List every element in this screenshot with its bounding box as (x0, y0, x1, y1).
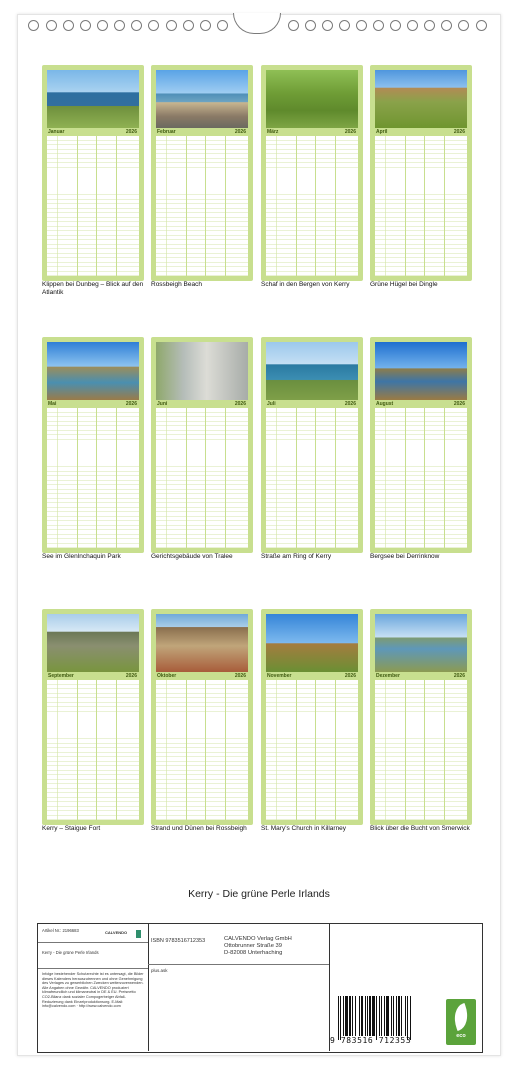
month-year: 2026 (234, 129, 246, 135)
binding-ring (407, 20, 418, 31)
month-caption: Schaf in den Bergen von Kerry (261, 281, 350, 288)
binding-ring (28, 20, 39, 31)
binding-ring (305, 20, 316, 31)
product-title-small: Kerry - Die grüne Perle Irlands (42, 950, 99, 955)
month-year: 2026 (125, 401, 137, 407)
binding-ring (322, 20, 333, 31)
month-caption: Blick über die Bucht von Smerwick (370, 825, 470, 832)
month-photo (156, 342, 248, 400)
month-sheet-august (370, 337, 472, 553)
month-photo (47, 342, 139, 400)
month-caption: Bergsee bei Derrinknow (370, 553, 440, 560)
barcode-digits: 9 783516 712353 (330, 1036, 412, 1045)
month-name: Juli (267, 401, 276, 407)
binding-ring (114, 20, 125, 31)
month-name: Juni (157, 401, 168, 407)
month-photo (266, 614, 358, 672)
month-name: Dezember (376, 673, 400, 679)
month-caption: Klippen bei Dunbeg – Blick auf den Atlantik (42, 281, 144, 296)
day-grid (266, 408, 358, 548)
month-year: 2026 (453, 673, 465, 679)
month-caption: Grüne Hügel bei Dingle (370, 281, 438, 288)
month-name: Februar (157, 129, 176, 135)
day-grid (156, 408, 248, 548)
binding-ring (63, 20, 74, 31)
month-name: April (376, 129, 388, 135)
binding-ring (373, 20, 384, 31)
month-name: März (267, 129, 279, 135)
day-grid (47, 680, 139, 820)
binding-ring (80, 20, 91, 31)
month-name: November (267, 673, 292, 679)
month-caption: Straße am Ring of Kerry (261, 553, 332, 560)
binding-ring (458, 20, 469, 31)
day-grid (375, 136, 467, 276)
month-sheet-april (370, 65, 472, 281)
binding-ring (131, 20, 142, 31)
month-caption: Kerry – Staigue Fort (42, 825, 101, 832)
month-photo (375, 342, 467, 400)
day-grid (266, 680, 358, 820)
eco-badge: eco (446, 999, 476, 1045)
month-photo (47, 70, 139, 128)
month-year: 2026 (234, 401, 246, 407)
binding-ring (356, 20, 367, 31)
month-photo (266, 70, 358, 128)
month-year: 2026 (453, 401, 465, 407)
month-caption: See im Glenlnchaquin Park (42, 553, 121, 560)
day-grid (156, 136, 248, 276)
binding-ring (97, 20, 108, 31)
day-grid (266, 136, 358, 276)
binding-ring (183, 20, 194, 31)
calendar-page (17, 14, 501, 1056)
month-year: 2026 (234, 673, 246, 679)
month-sheet-februar (151, 65, 253, 281)
month-name: Januar (48, 129, 65, 135)
calendar-title: Kerry - Die grüne Perle Irlands (188, 888, 330, 900)
day-grid (156, 680, 248, 820)
binding-ring (441, 20, 452, 31)
binding-ring (339, 20, 350, 31)
month-sheet-september (42, 609, 144, 825)
month-photo (375, 614, 467, 672)
leaf-icon (449, 1003, 472, 1031)
binding-ring (46, 20, 57, 31)
binding-ring (288, 20, 299, 31)
binding-ring (424, 20, 435, 31)
isbn: ISBN 9783516712353 (151, 938, 206, 944)
binding-ring (200, 20, 211, 31)
month-year: 2026 (344, 401, 356, 407)
format-note: plus.ask (151, 968, 168, 973)
article-number: Artikel Nr.: 2196683 (42, 928, 79, 933)
month-photo (156, 614, 248, 672)
publisher-street: Ottobrunner Straße 39 (224, 943, 283, 949)
month-sheet-oktober (151, 609, 253, 825)
day-grid (47, 136, 139, 276)
month-name: August (376, 401, 394, 407)
binding-ring (217, 20, 228, 31)
month-sheet-juli (261, 337, 363, 553)
product-info-box (37, 923, 483, 1053)
publisher-city: D-82008 Unterhaching (224, 950, 283, 956)
month-sheet-januar (42, 65, 144, 281)
binding-ring (148, 20, 159, 31)
month-year: 2026 (344, 129, 356, 135)
month-sheet-märz (261, 65, 363, 281)
month-name: Oktober (157, 673, 177, 679)
month-name: September (48, 673, 74, 679)
month-year: 2026 (344, 673, 356, 679)
month-sheet-november (261, 609, 363, 825)
binding-ring (476, 20, 487, 31)
calvendo-logo: CALVENDO (105, 930, 141, 938)
publisher-name: CALVENDO Verlag GmbH (224, 936, 292, 942)
month-sheet-juni (151, 337, 253, 553)
month-year: 2026 (125, 129, 137, 135)
month-name: Mai (48, 401, 57, 407)
month-caption: Gerichtsgebäude von Tralee (151, 553, 233, 560)
legal-text: Infolge bestehender Schutzrechte ist es untersagt, die Bilder dieses Kalenders herauszutrennen und ohne Genehmigung des Verlages zu gewerblichen Zwecken weiterzuverwenden. Alle Angaben ohne Gewähr. CALVENDO produziert klimafreundlich und klimaneutral in DE & EU. Preisnetto CO2-Bilanz dank sozialer Compogerbeiger Abfall-Reduzierung dank Einzelproduktionsorg. E-Mail: info@calvendo.com · http://www.calvendo.com (42, 972, 144, 1009)
isbn-barcode (330, 994, 445, 1050)
day-grid (47, 408, 139, 548)
day-grid (375, 680, 467, 820)
month-photo (156, 70, 248, 128)
month-caption: Rossbeigh Beach (151, 281, 202, 288)
month-sheet-dezember (370, 609, 472, 825)
month-caption: Strand und Dünen bei Rossbeigh (151, 825, 247, 832)
month-caption: St. Mary's Church in Killarney (261, 825, 347, 832)
month-year: 2026 (453, 129, 465, 135)
month-photo (375, 70, 467, 128)
day-grid (375, 408, 467, 548)
month-sheet-mai (42, 337, 144, 553)
binding-ring (390, 20, 401, 31)
binding-ring (166, 20, 177, 31)
month-photo (47, 614, 139, 672)
month-photo (266, 342, 358, 400)
month-year: 2026 (125, 673, 137, 679)
